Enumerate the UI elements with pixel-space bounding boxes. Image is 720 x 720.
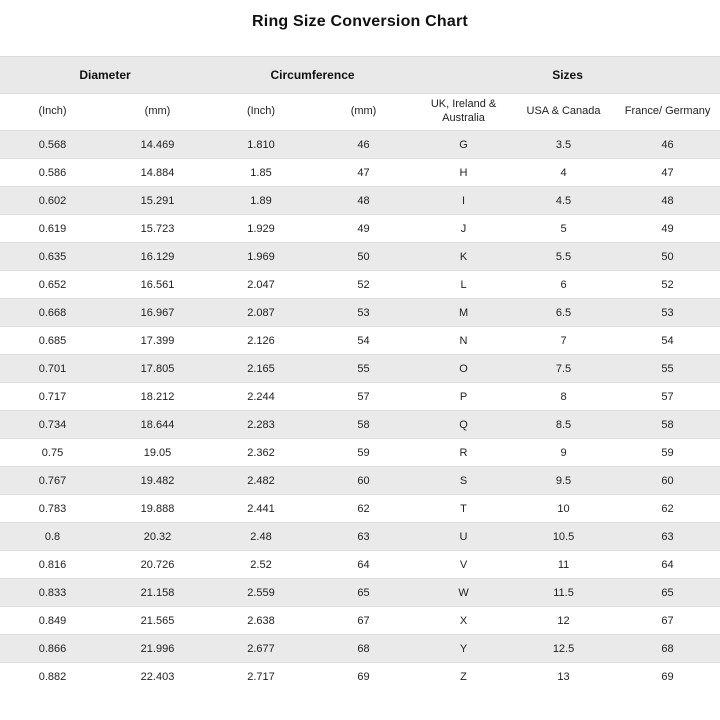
cell-size-uk-ireland-australia: U	[415, 523, 512, 551]
cell-diameter-mm: 19.05	[105, 439, 210, 467]
cell-circumference-inch: 2.717	[210, 663, 312, 691]
cell-size-france-germany: 50	[615, 243, 720, 271]
cell-size-usa-canada: 4.5	[512, 187, 615, 215]
cell-diameter-inch: 0.568	[0, 131, 105, 159]
cell-circumference-inch: 1.810	[210, 131, 312, 159]
cell-size-france-germany: 46	[615, 131, 720, 159]
table-row	[0, 131, 720, 159]
cell-diameter-inch: 0.717	[0, 383, 105, 411]
cell-size-france-germany: 49	[615, 215, 720, 243]
cell-size-france-germany: 60	[615, 467, 720, 495]
cell-diameter-mm: 21.565	[105, 607, 210, 635]
ring-size-conversion-table	[0, 56, 720, 690]
table-row	[0, 215, 720, 243]
cell-diameter-mm: 19.888	[105, 495, 210, 523]
cell-circumference-mm: 49	[312, 215, 415, 243]
cell-circumference-mm: 55	[312, 355, 415, 383]
cell-diameter-inch: 0.849	[0, 607, 105, 635]
cell-diameter-inch: 0.882	[0, 663, 105, 691]
group-header-sizes: Sizes	[415, 57, 720, 94]
cell-diameter-inch: 0.619	[0, 215, 105, 243]
group-header-diameter: Diameter	[0, 57, 210, 94]
cell-circumference-mm: 57	[312, 383, 415, 411]
cell-diameter-mm: 16.967	[105, 299, 210, 327]
cell-circumference-inch: 2.52	[210, 551, 312, 579]
table-row	[0, 663, 720, 691]
cell-circumference-inch: 2.087	[210, 299, 312, 327]
table-row	[0, 551, 720, 579]
cell-circumference-inch: 2.559	[210, 579, 312, 607]
cell-size-france-germany: 68	[615, 635, 720, 663]
sub-header-row	[0, 94, 720, 131]
table-row	[0, 243, 720, 271]
cell-size-france-germany: 59	[615, 439, 720, 467]
cell-size-usa-canada: 8.5	[512, 411, 615, 439]
cell-size-usa-canada: 5.5	[512, 243, 615, 271]
column-header-size-uk-ireland-australia: UK, Ireland & Australia	[415, 94, 512, 131]
cell-size-usa-canada: 7.5	[512, 355, 615, 383]
cell-size-usa-canada: 9.5	[512, 467, 615, 495]
cell-size-france-germany: 53	[615, 299, 720, 327]
cell-circumference-mm: 54	[312, 327, 415, 355]
cell-size-uk-ireland-australia: M	[415, 299, 512, 327]
cell-diameter-mm: 17.399	[105, 327, 210, 355]
cell-circumference-inch: 2.047	[210, 271, 312, 299]
cell-circumference-inch: 1.85	[210, 159, 312, 187]
cell-diameter-inch: 0.685	[0, 327, 105, 355]
column-header-diameter-mm: (mm)	[105, 94, 210, 131]
cell-diameter-inch: 0.668	[0, 299, 105, 327]
cell-diameter-mm: 18.212	[105, 383, 210, 411]
table-row	[0, 607, 720, 635]
cell-diameter-inch: 0.75	[0, 439, 105, 467]
group-header-circumference: Circumference	[210, 57, 415, 94]
cell-size-usa-canada: 6.5	[512, 299, 615, 327]
cell-circumference-inch: 2.482	[210, 467, 312, 495]
cell-circumference-mm: 46	[312, 131, 415, 159]
cell-circumference-inch: 2.362	[210, 439, 312, 467]
cell-size-uk-ireland-australia: K	[415, 243, 512, 271]
cell-size-usa-canada: 6	[512, 271, 615, 299]
cell-size-france-germany: 64	[615, 551, 720, 579]
cell-diameter-inch: 0.734	[0, 411, 105, 439]
table-row	[0, 579, 720, 607]
cell-size-uk-ireland-australia: G	[415, 131, 512, 159]
cell-size-usa-canada: 13	[512, 663, 615, 691]
cell-circumference-mm: 60	[312, 467, 415, 495]
cell-circumference-inch: 2.48	[210, 523, 312, 551]
cell-size-usa-canada: 9	[512, 439, 615, 467]
cell-circumference-inch: 1.89	[210, 187, 312, 215]
cell-size-uk-ireland-australia: I	[415, 187, 512, 215]
cell-circumference-mm: 62	[312, 495, 415, 523]
cell-circumference-mm: 48	[312, 187, 415, 215]
cell-circumference-mm: 50	[312, 243, 415, 271]
cell-circumference-mm: 64	[312, 551, 415, 579]
cell-circumference-inch: 1.969	[210, 243, 312, 271]
table-row	[0, 635, 720, 663]
cell-circumference-inch: 2.165	[210, 355, 312, 383]
cell-size-usa-canada: 10.5	[512, 523, 615, 551]
cell-circumference-inch: 2.638	[210, 607, 312, 635]
cell-size-usa-canada: 7	[512, 327, 615, 355]
cell-diameter-mm: 15.723	[105, 215, 210, 243]
cell-size-france-germany: 67	[615, 607, 720, 635]
cell-diameter-mm: 14.469	[105, 131, 210, 159]
cell-size-uk-ireland-australia: S	[415, 467, 512, 495]
cell-size-usa-canada: 12.5	[512, 635, 615, 663]
cell-diameter-inch: 0.866	[0, 635, 105, 663]
cell-size-usa-canada: 11	[512, 551, 615, 579]
cell-size-usa-canada: 11.5	[512, 579, 615, 607]
cell-diameter-mm: 19.482	[105, 467, 210, 495]
cell-size-france-germany: 57	[615, 383, 720, 411]
table-row	[0, 271, 720, 299]
table-row	[0, 159, 720, 187]
cell-size-usa-canada: 5	[512, 215, 615, 243]
cell-circumference-mm: 67	[312, 607, 415, 635]
table-row	[0, 187, 720, 215]
cell-circumference-mm: 47	[312, 159, 415, 187]
table-row	[0, 439, 720, 467]
cell-size-uk-ireland-australia: H	[415, 159, 512, 187]
table-row	[0, 327, 720, 355]
cell-circumference-mm: 68	[312, 635, 415, 663]
cell-circumference-inch: 2.677	[210, 635, 312, 663]
column-header-size-usa-canada: USA & Canada	[512, 94, 615, 131]
cell-diameter-inch: 0.701	[0, 355, 105, 383]
column-header-diameter-inch: (Inch)	[0, 94, 105, 131]
cell-size-uk-ireland-australia: P	[415, 383, 512, 411]
cell-circumference-inch: 2.126	[210, 327, 312, 355]
cell-diameter-mm: 18.644	[105, 411, 210, 439]
cell-circumference-inch: 2.283	[210, 411, 312, 439]
table-row	[0, 383, 720, 411]
cell-diameter-inch: 0.652	[0, 271, 105, 299]
cell-size-usa-canada: 12	[512, 607, 615, 635]
column-header-circumference-inch: (Inch)	[210, 94, 312, 131]
cell-size-uk-ireland-australia: O	[415, 355, 512, 383]
cell-size-france-germany: 54	[615, 327, 720, 355]
cell-diameter-mm: 20.726	[105, 551, 210, 579]
cell-circumference-inch: 2.244	[210, 383, 312, 411]
cell-size-usa-canada: 3.5	[512, 131, 615, 159]
cell-size-uk-ireland-australia: W	[415, 579, 512, 607]
table-row	[0, 523, 720, 551]
cell-size-uk-ireland-australia: Q	[415, 411, 512, 439]
cell-diameter-inch: 0.767	[0, 467, 105, 495]
cell-size-uk-ireland-australia: X	[415, 607, 512, 635]
cell-circumference-mm: 52	[312, 271, 415, 299]
cell-circumference-mm: 65	[312, 579, 415, 607]
cell-size-france-germany: 55	[615, 355, 720, 383]
cell-diameter-inch: 0.783	[0, 495, 105, 523]
cell-size-uk-ireland-australia: T	[415, 495, 512, 523]
cell-size-uk-ireland-australia: V	[415, 551, 512, 579]
cell-diameter-mm: 17.805	[105, 355, 210, 383]
cell-diameter-mm: 16.561	[105, 271, 210, 299]
cell-circumference-inch: 1.929	[210, 215, 312, 243]
table-row	[0, 355, 720, 383]
cell-size-france-germany: 47	[615, 159, 720, 187]
cell-size-uk-ireland-australia: Z	[415, 663, 512, 691]
cell-diameter-mm: 21.996	[105, 635, 210, 663]
cell-diameter-mm: 15.291	[105, 187, 210, 215]
page-title: Ring Size Conversion Chart	[252, 13, 468, 30]
cell-circumference-mm: 53	[312, 299, 415, 327]
cell-size-france-germany: 62	[615, 495, 720, 523]
cell-size-usa-canada: 4	[512, 159, 615, 187]
cell-diameter-inch: 0.586	[0, 159, 105, 187]
column-header-size-france-germany: France/ Germany	[615, 94, 720, 131]
cell-size-france-germany: 52	[615, 271, 720, 299]
cell-diameter-mm: 14.884	[105, 159, 210, 187]
group-header-row	[0, 57, 720, 94]
cell-circumference-mm: 69	[312, 663, 415, 691]
cell-diameter-inch: 0.602	[0, 187, 105, 215]
cell-diameter-inch: 0.816	[0, 551, 105, 579]
cell-size-usa-canada: 10	[512, 495, 615, 523]
cell-size-france-germany: 63	[615, 523, 720, 551]
cell-circumference-mm: 59	[312, 439, 415, 467]
cell-diameter-inch: 0.635	[0, 243, 105, 271]
cell-diameter-mm: 16.129	[105, 243, 210, 271]
cell-diameter-inch: 0.8	[0, 523, 105, 551]
cell-diameter-inch: 0.833	[0, 579, 105, 607]
cell-diameter-mm: 22.403	[105, 663, 210, 691]
cell-size-france-germany: 65	[615, 579, 720, 607]
cell-circumference-mm: 58	[312, 411, 415, 439]
cell-size-france-germany: 69	[615, 663, 720, 691]
table-row	[0, 411, 720, 439]
column-header-circumference-mm: (mm)	[312, 94, 415, 131]
cell-size-uk-ireland-australia: N	[415, 327, 512, 355]
cell-circumference-inch: 2.441	[210, 495, 312, 523]
cell-size-france-germany: 58	[615, 411, 720, 439]
table-row	[0, 467, 720, 495]
cell-size-uk-ireland-australia: Y	[415, 635, 512, 663]
cell-size-uk-ireland-australia: L	[415, 271, 512, 299]
cell-size-uk-ireland-australia: J	[415, 215, 512, 243]
cell-diameter-mm: 21.158	[105, 579, 210, 607]
cell-size-usa-canada: 8	[512, 383, 615, 411]
table-row	[0, 299, 720, 327]
cell-diameter-mm: 20.32	[105, 523, 210, 551]
cell-size-france-germany: 48	[615, 187, 720, 215]
cell-size-uk-ireland-australia: R	[415, 439, 512, 467]
cell-circumference-mm: 63	[312, 523, 415, 551]
table-body	[0, 131, 720, 691]
table-row	[0, 495, 720, 523]
